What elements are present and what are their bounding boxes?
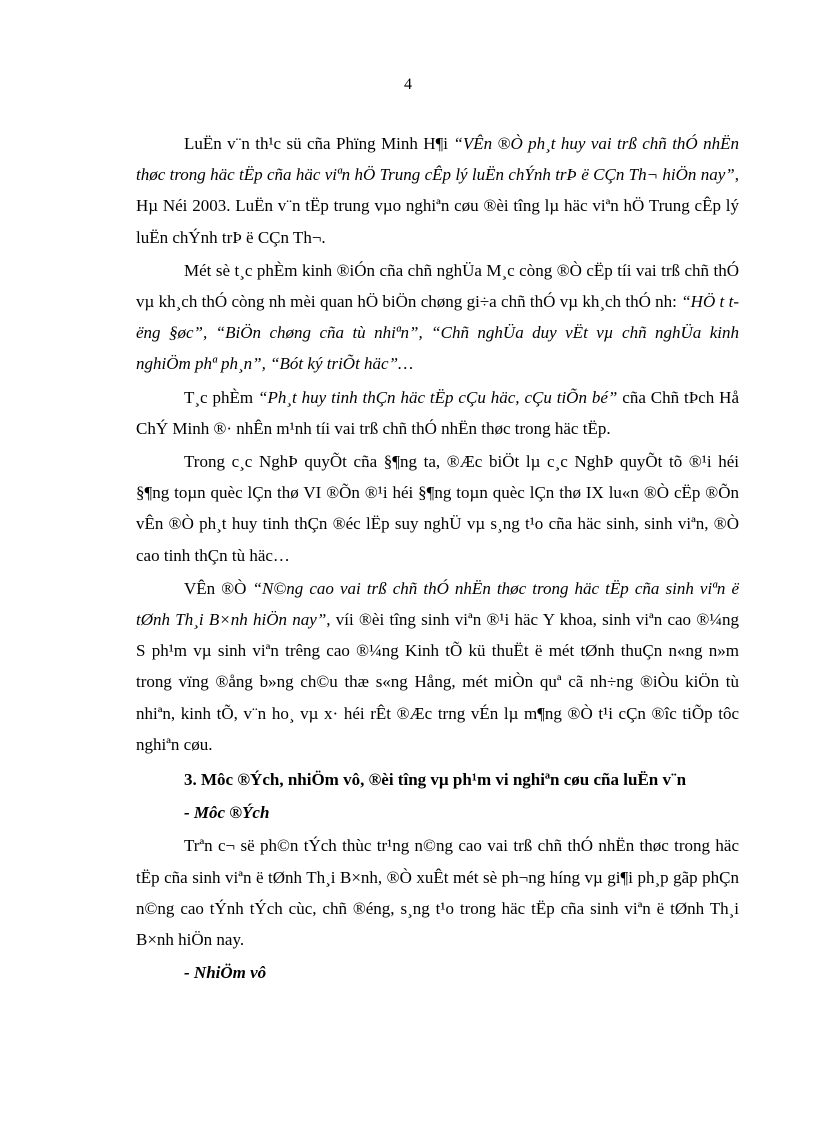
- paragraph-classic-works: Mét sè t¸c phÈm kinh ®iÓn cña chñ nghÜa M¸c còng ®Ò cËp tíi vai trß chñ thÓ vµ kh¸ch thÓ còng nh mèi quan hÖ biÖn chøng gi÷a chñ thÓ vµ kh¸ch thÓ nh: “HÖ t tëng §øc”, “BiÖn chøng cña tù nhiªn”, “Chñ nghÜa duy vËt vµ chñ nghÜa kinh nghiÖm phª ph¸n”, “Bót ký triÕt häc”…: [136, 260, 739, 374]
- document-body: [136, 128, 739, 990]
- section-heading: 3. Môc ®Ých, nhiÖm vô, ®èi tîng vµ ph¹m vi nghiªn cøu cña luËn v¨n: [184, 770, 687, 790]
- paragraph-research-topic: VÊn ®Ò “N©ng cao vai trß chñ thÓ nhËn thøc trong häc tËp cña sinh viªn ë tØnh Th¸i B×nh hiÖn nay”, víi ®èi tîng sinh viªn ®¹i häc Y khoa, sinh viªn cao ®¼ng S ph¹m vµ sinh viªn trêng cao ®¼ng Kinh tÕ kü thuËt ë mét tØnh thuÇn n«ng n»m trong vïng ®ång b»ng ch©u thæ s«ng Hång, mét miÒn quª cã nh÷ng ®iÒu kiÖn tù nhiªn, kinh tÕ, v¨n ho¸ vµ x· héi rÊt ®Æc trng vÉn lµ m¶ng ®Ò t¹i cÇn ®îc tiÕp tôc nghiªn cøu.: [136, 578, 740, 754]
- subheading-tasks: - NhiÖm vô: [184, 963, 267, 983]
- paragraph-thesis-reference: LuËn v¨n th¹c sü cña Phïng Minh H¶i “VÊn ®Ò ph¸t huy vai trß chñ thÓ nhËn thøc trong häc tËp cña häc viªn hÖ Trung cÊp lý luËn chÝnh trÞ ë CÇn Th¬ hiÖn nay”, Hµ Néi 2003. LuËn v¨n tËp trung vµo nghiªn cøu ®èi tîng lµ häc viªn hÖ Trung cÊp lý luËn chÝnh trÞ ë CÇn Th¬.: [136, 134, 739, 247]
- page-number: 4: [404, 76, 412, 93]
- paragraph-party-resolutions: Trong c¸c NghÞ quyÕt cña §¶ng ta, ®Æc biÖt lµ c¸c NghÞ quyÕt tõ ®¹i héi §¶ng toµn quèc lÇn thø VI ®Õn ®¹i héi §¶ng toµn quèc lÇn thø IX lu«n ®Ò cËp ®Õn vÊn ®Ò ph¸t huy tinh thÇn ®éc lËp suy nghÜ vµ s¸ng t¹o cña häc sinh, sinh viªn, ®Ò cao tinh thÇn tù häc…: [136, 452, 739, 565]
- paragraph-purpose: Trªn c¬ së ph©n tÝch thùc tr¹ng n©ng cao vai trß chñ thÓ nhËn thøc trong häc tËp cña sinh viªn ë tØnh Th¸i B×nh, ®Ò xuÊt mét sè ph¬ng híng vµ gi¶i ph¸p gãp phÇn n©ng cao tÝnh tÝch cùc, chñ ®éng, s¸ng t¹o trong häc tËp cña sinh viªn ë tØnh Th¸i B×nh hiÖn nay.: [136, 836, 739, 950]
- paragraph-ho-chi-minh-work: T¸c phÈm “Ph¸t huy tinh thÇn häc tËp cÇu häc, cÇu tiÕn bé” cña Chñ tÞch Hå ChÝ Minh ®· nhÊn m¹nh tíi vai trß chñ thÓ nhËn thøc trong häc tËp.: [136, 387, 739, 438]
- subheading-purpose: - Môc ®Ých: [184, 803, 270, 823]
